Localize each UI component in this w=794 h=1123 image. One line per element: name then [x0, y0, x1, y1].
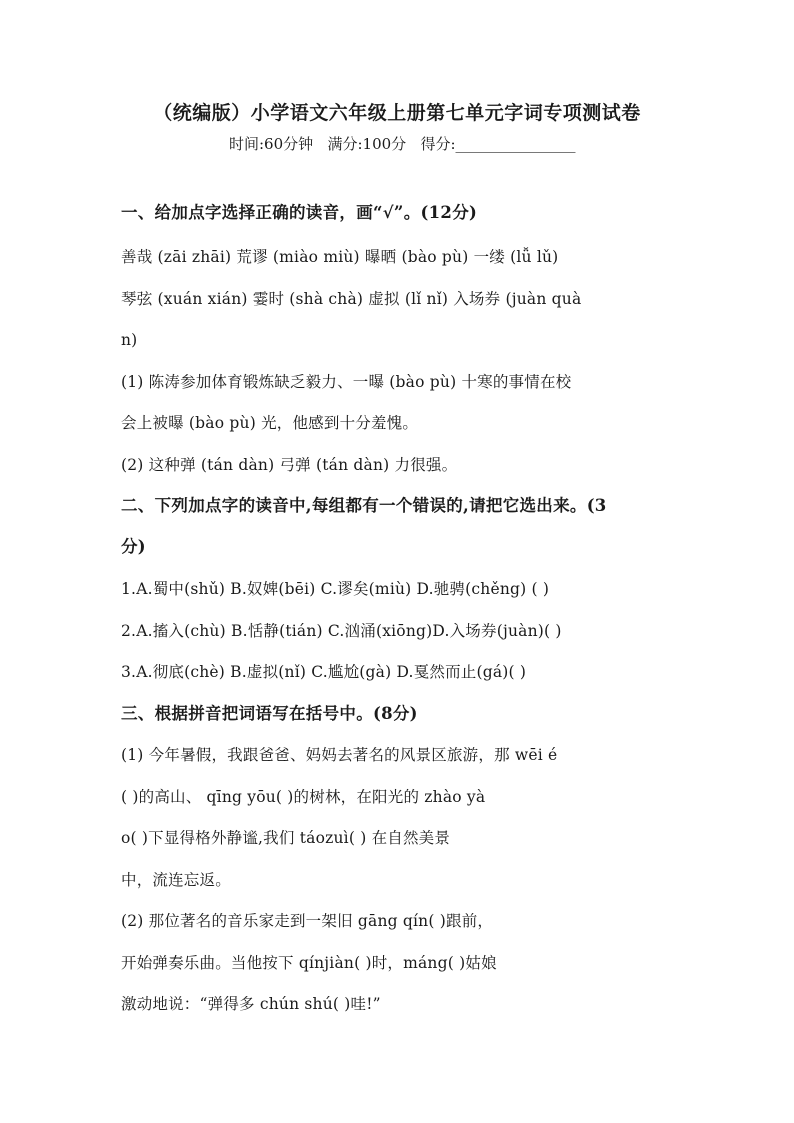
page-title: （统编版）小学语文六年级上册第七单元字词专项测试卷	[153, 102, 641, 124]
score-field: 得分:________________	[420, 135, 576, 153]
section-2-heading-b: 分)	[121, 537, 146, 556]
full-score-label: 满分:100分	[327, 135, 407, 153]
section-3-para-1a: (1) 今年暑假，我跟爸爸、妈妈去著名的风景区旅游，那 wēi é	[121, 746, 558, 764]
section-2-row-2: 2.A.搐入(chù) B.恬静(tián) C.汹涌(xiōng)D.入场券(juàn)( )	[121, 622, 562, 640]
section-1-question-2: (2) 这种弹 (tán dàn) 弓弹 (tán dàn) 力很强。	[121, 456, 458, 474]
section-3-heading: 三、根据拼音把词语写在括号中。(8分)	[121, 704, 418, 723]
section-3-para-2b: 开始弹奏乐曲。当他按下 qínjiàn( )时，máng( )姑娘	[121, 954, 497, 972]
section-1-question-1b: 会上被曝 (bào pù) 光，他感到十分羞愧。	[121, 414, 419, 432]
section-1-line-2: 琴弦 (xuán xián) 霎时 (shà chà) 虚拟 (lǐ nǐ) 入场券 (juàn quà	[121, 290, 582, 308]
exam-meta	[229, 133, 576, 154]
section-2-row-1: 1.A.蜀中(shǔ) B.奴婢(bēi) C.谬矣(miù) D.驰骋(chěng) ( )	[121, 580, 550, 598]
section-1-line-3: n)	[121, 331, 138, 349]
time-label: 时间:60分钟	[229, 135, 314, 153]
section-3-para-2a: (2) 那位著名的音乐家走到一架旧 gāng qín( )跟前，	[121, 912, 494, 930]
section-1-heading: 一、给加点字选择正确的读音，画“√”。(12分)	[121, 203, 478, 222]
section-3-para-1b: ( )的高山、 qīng yōu( )的树林，在阳光的 zhào yà	[121, 788, 486, 806]
section-1-question-1a: (1) 陈涛参加体育锻炼缺乏毅力、一曝 (bào pù) 十寒的事情在校	[121, 373, 572, 391]
section-2-row-3: 3.A.彻底(chè) B.虚拟(nǐ) C.尴尬(gà) D.戛然而止(gá)( )	[121, 663, 527, 681]
section-2-heading-a: 二、下列加点字的读音中,每组都有一个错误的,请把它选出来。(3	[121, 496, 607, 515]
section-3-para-2c: 激动地说：“弹得多 chún shú( )哇!”	[121, 995, 381, 1013]
section-1-line-1: 善哉 (zāi zhāi) 荒谬 (miào miù) 曝晒 (bào pù) 一缕 (lǚ lǔ)	[121, 248, 559, 266]
section-3-para-1d: 中，流连忘返。	[121, 871, 231, 889]
section-3-para-1c: o( )下显得格外静谧,我们 táozuì( ) 在自然美景	[121, 829, 451, 847]
